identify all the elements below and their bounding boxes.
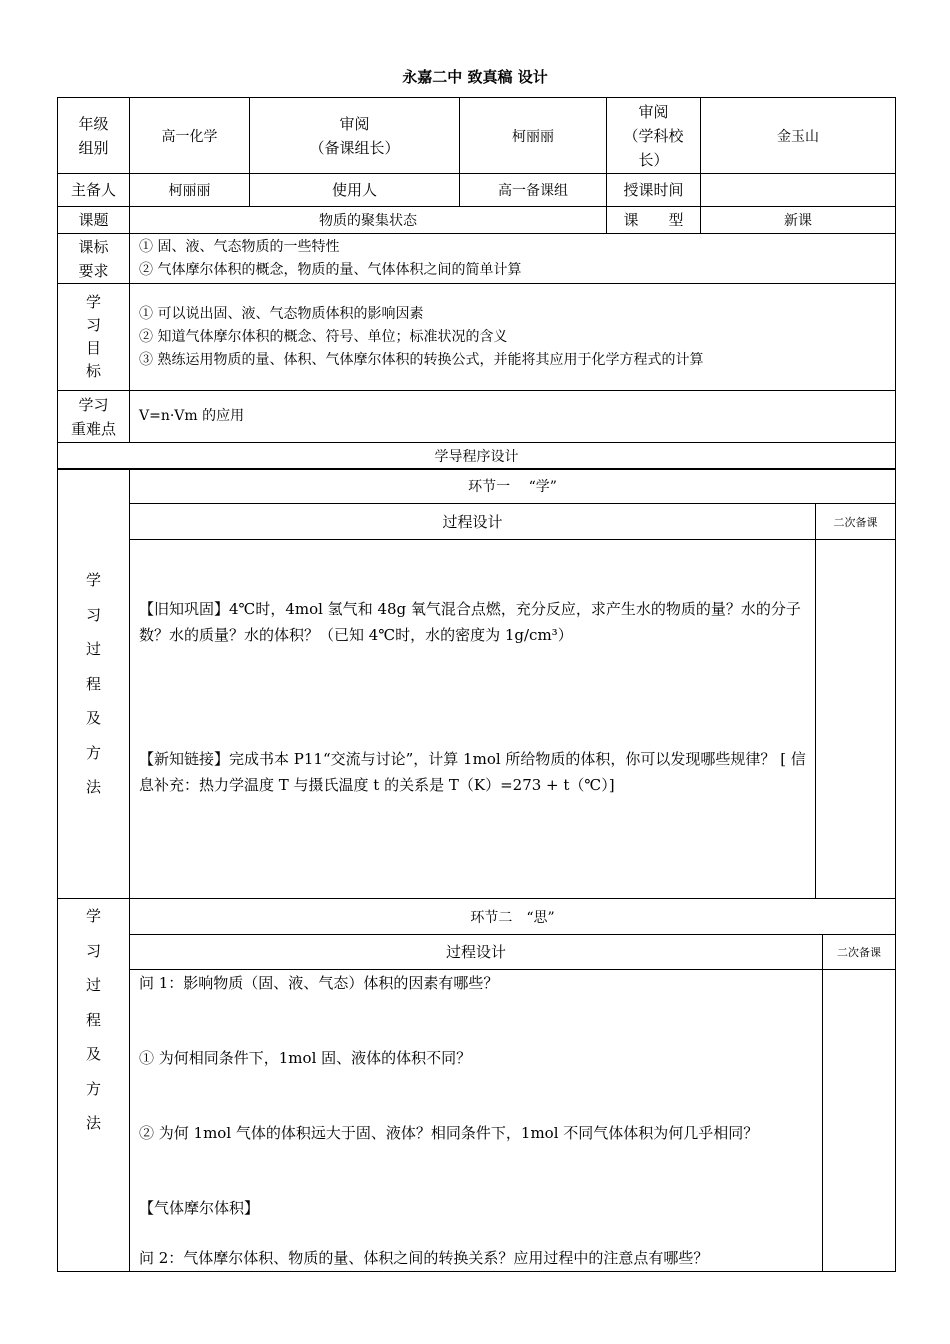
section-two-side-label: 学 习 过 程 及 方 法 xyxy=(58,899,130,1272)
objective-item: ① 可以说出固、液、气态物质体积的影响因素 xyxy=(139,305,424,322)
time-label: 授课时间 xyxy=(607,174,701,207)
section-one-process-content xyxy=(130,540,816,899)
objectives-label: 学 习 目 标 xyxy=(58,284,130,391)
standard-item: ② 气体摩尔体积的概念，物质的量、气体体积之间的简单计算 xyxy=(139,261,522,278)
key-points-value: V=n·Vm 的应用 xyxy=(130,391,896,443)
key-points-label: 学习 重难点 xyxy=(58,391,130,443)
preparer-value: 柯丽丽 xyxy=(130,174,250,207)
review-group-label: 审阅 （备课组长） xyxy=(250,98,460,174)
document-title: 永嘉二中 致真稿 设计 xyxy=(402,68,548,86)
review-school-label: 审阅 （学科校 长） xyxy=(607,98,701,174)
time-value xyxy=(701,174,896,207)
molar-volume-heading: 【气体摩尔体积】 xyxy=(139,1199,260,1217)
section-two-table xyxy=(57,898,896,1272)
standard-item: ① 固、液、气态物质的一些特性 xyxy=(139,238,340,255)
grade-value: 高一化学 xyxy=(130,98,250,174)
section-two-title: 环节二 “思” xyxy=(130,899,896,935)
standards-content xyxy=(130,234,896,284)
review-school-value: 金玉山 xyxy=(701,98,896,174)
question-two: 问 2：气体摩尔体积、物质的量、体积之间的转换关系？应用过程中的注意点有哪些？ xyxy=(139,1249,709,1267)
type-label: 课 型 xyxy=(607,207,701,234)
question-one-a: ① 为何相同条件下，1mol 固、液体的体积不同？ xyxy=(139,1049,472,1067)
user-label: 使用人 xyxy=(250,174,460,207)
section-one-table xyxy=(57,469,896,899)
section-two-second-prep-cell xyxy=(823,970,896,1272)
new-knowledge-question: 【新知链接】完成书本 P11“交流与讨论”，计算 1mol 所给物质的体积，你可以发现哪些规律？ [ 信息补充：热力学温度 T 与摄氏温度 t 的关系是 T（K）=273 + t（℃）] xyxy=(139,750,806,794)
objective-item: ② 知道气体摩尔体积的概念、符号、单位；标准状况的含义 xyxy=(139,328,508,345)
grade-label: 年级 组别 xyxy=(58,98,130,174)
section-one-title: 环节一 “学” xyxy=(130,470,896,504)
review-group-value: 柯丽丽 xyxy=(460,98,607,174)
topic-value: 物质的聚集状态 xyxy=(130,207,607,234)
type-value: 新课 xyxy=(701,207,896,234)
info-table xyxy=(57,97,896,469)
topic-label: 课题 xyxy=(58,207,130,234)
section-two-second-prep-label: 二次备课 xyxy=(823,935,896,970)
objective-item: ③ 熟练运用物质的量、体积、气体摩尔体积的转换公式，并能将其应用于化学方程式的计算 xyxy=(139,351,704,368)
section-two-process-label: 过程设计 xyxy=(130,935,823,970)
user-value: 高一备课组 xyxy=(460,174,607,207)
section-one-second-prep-label: 二次备课 xyxy=(816,504,896,540)
objectives-content xyxy=(130,284,896,391)
standards-label: 课标 要求 xyxy=(58,234,130,284)
guide-title: 学导程序设计 xyxy=(58,443,896,469)
preparer-label: 主备人 xyxy=(58,174,130,207)
question-one: 问 1：影响物质（固、液、气态）体积的因素有哪些？ xyxy=(139,974,499,992)
question-one-b: ② 为何 1mol 气体的体积远大于固、液体？相同条件下，1mol 不同气体体积为何几乎相同？ xyxy=(139,1124,759,1142)
section-one-second-prep-cell xyxy=(816,540,896,899)
review-question: 【旧知巩固】4℃时，4mol 氢气和 48g 氧气混合点燃，充分反应，求产生水的物质的量？水的分子数？水的质量？水的体积？（已知 4℃时，水的密度为 1g/cm³） xyxy=(139,600,801,644)
section-one-side-label: 学 习 过 程 及 方 法 xyxy=(58,470,130,899)
section-one-process-label: 过程设计 xyxy=(130,504,816,540)
section-two-process-content xyxy=(130,970,823,1272)
